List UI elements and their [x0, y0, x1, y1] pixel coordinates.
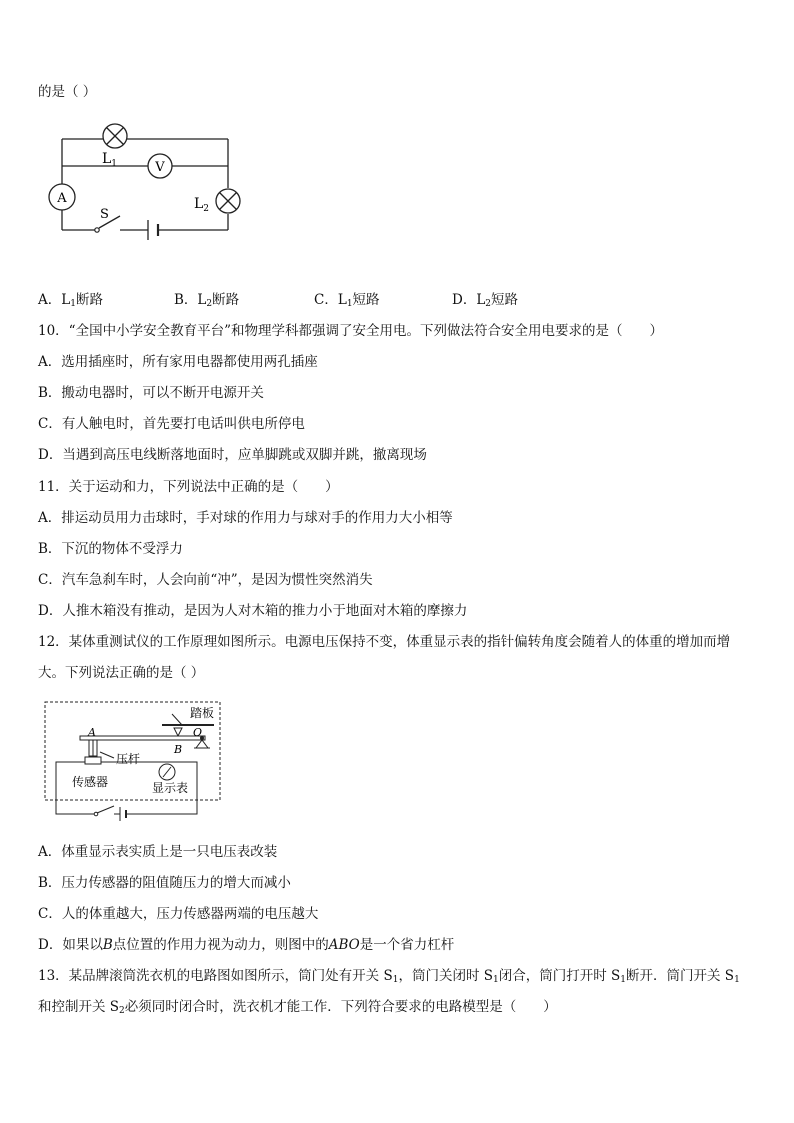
- q9-option-b: B．$L_2$断路: [174, 292, 240, 309]
- circuit-figure-1: [40, 114, 250, 246]
- meter-label: 显示表: [152, 781, 189, 795]
- q9-option-c: C．$L_1$短路: [314, 292, 380, 309]
- q11-stem: 11．关于运动和力，下列说法中正确的是（ ）: [38, 479, 339, 495]
- point-o-label: O: [193, 726, 203, 739]
- ammeter-label: A: [57, 191, 67, 206]
- q11-option-c: C．汽车急刹车时，人会向前“冲”，是因为惯性突然消失: [38, 572, 373, 588]
- q12-stem-line-1: 12．某体重测试仪的工作原理如图所示。电源电压保持不变，体重显示表的指针偏转角度会随着人的体重的增加而增: [38, 634, 731, 650]
- point-a-label: A: [88, 726, 96, 739]
- q10-option-b: B．搬动电器时，可以不断开电源开关: [38, 385, 264, 401]
- q10-option-c: C．有人触电时，首先要打电话叫供电所停电: [38, 416, 305, 432]
- q9-option-d: D．$L_2$短路: [452, 292, 519, 309]
- q10-option-d: D．当遇到高压电线断落地面时，应单脚跳或双脚并跳，撤离现场: [38, 447, 427, 463]
- q11-option-a: A．排运动员用力击球时，手对球的作用力与球对手的作用力大小相等: [38, 510, 453, 526]
- point-b-label: B: [174, 743, 183, 756]
- q10-stem: 10．“全国中小学安全教育平台”和物理学科都强调了安全用电。下列做法符合安全用电要求的是（ ）: [38, 323, 663, 339]
- pedal-label: 踏板: [190, 706, 215, 720]
- q12-option-b: B．压力传感器的阻值随压力的增大而减小: [38, 875, 291, 891]
- lamp-l1-symbol: [103, 124, 127, 148]
- q11-option-d: D．人推木箱没有推动，是因为人对木箱的推力小于地面对木箱的摩擦力: [38, 603, 468, 619]
- switch-label: S: [100, 207, 109, 222]
- sensor-block: [85, 757, 101, 764]
- q12-option-a: A．体重显示表实质上是一只电压表改装: [38, 844, 278, 860]
- lamp-l1-label: $L_1$: [102, 151, 118, 169]
- switch-symbol: [95, 228, 99, 232]
- q11-option-b: B．下沉的物体不受浮力: [38, 541, 183, 557]
- q12-option-d: D．如果以B点位置的作用力视为动力，则图中的ABO是一个省力杠杆: [38, 937, 455, 953]
- sensor-label: 传感器: [72, 775, 109, 789]
- weight-scale-figure: [42, 700, 227, 828]
- voltmeter-label: V: [155, 160, 165, 175]
- lever-label: 压杆: [116, 752, 141, 766]
- q13-stem-line-1: 13．某品牌滚筒洗衣机的电路图如图所示，筒门处有开关 $S_1$，筒门关闭时 $S_1$闭合，筒门打开时 $S_1$断开．筒门开关 $S_1$: [38, 968, 740, 985]
- q12-option-c: C．人的体重越大，压力传感器两端的电压越大: [38, 906, 319, 922]
- lamp-l2-label: $L_2$: [194, 196, 210, 214]
- lever-bar: [80, 736, 205, 740]
- q12-stem-line-2: 大。下列说法正确的是（ ）: [38, 665, 205, 681]
- q13-stem-line-2: 和控制开关 $S_2$必须同时闭合时，洗衣机才能工作．下列符合要求的电路模型是（ ）: [38, 999, 557, 1016]
- q9-stem-tail: 的是（ ）: [38, 84, 97, 100]
- q10-option-a: A．选用插座时，所有家用电器都使用两孔插座: [38, 354, 318, 370]
- q9-option-a: A．$L_1$断路: [38, 292, 103, 309]
- lamp-l2-symbol: [216, 189, 240, 213]
